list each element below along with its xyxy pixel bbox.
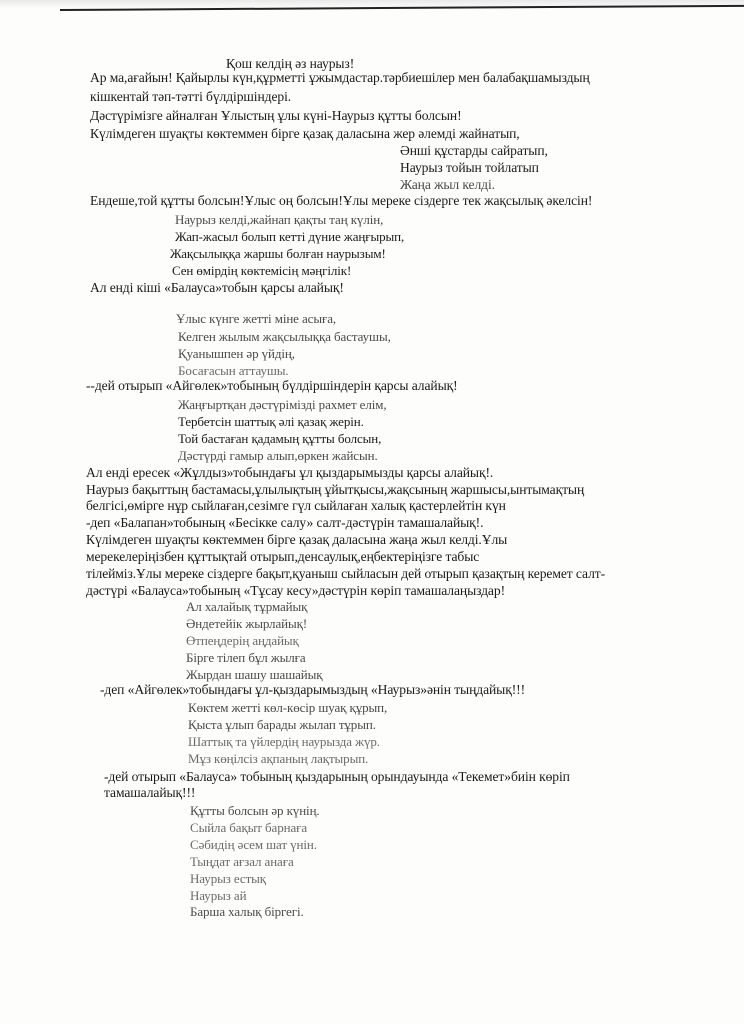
poem-line: Келген жылым жақсылыққа бастаушы, bbox=[178, 329, 391, 344]
poem-line: Сен өмірдің көктемісің мәңгілік! bbox=[172, 263, 352, 278]
text-line: Күлімдеген шуақты көктеммен бірге қазақ даласына жер әлемді жайнатып, bbox=[90, 126, 520, 141]
poem-line: Той бастаған қадамың құтты болсын, bbox=[178, 431, 382, 446]
poem-line: Наурыз ай bbox=[190, 888, 247, 903]
poem-line: Наурыз келді,жайнап қақты таң күлін, bbox=[175, 212, 384, 227]
poem-line: Сәбидің әсем шат үнін. bbox=[190, 837, 317, 852]
poem-line: Өтпеңдерің аңдайық bbox=[186, 633, 299, 648]
poem-line: Дәстүрді гамыр алып,өркен жайсын. bbox=[178, 448, 378, 463]
poem-line: Қыста ұлып барады жылап тұрып. bbox=[188, 717, 376, 732]
text-line: -деп «Айгөлек»тобындағы ұл-қыздарымыздың «Наурыз»әнін тыңдайық!!! bbox=[100, 682, 526, 697]
poem-line: Ал халайық тұрмайық bbox=[186, 599, 308, 614]
text-line: тілейміз.Ұлы мереке сіздерге бақыт,қуаныш сыйласын дей отырып қазақтың керемет салт- bbox=[86, 566, 606, 581]
text-line: Ендеше,той құтты болсын!Ұлыс оң болсын!Ұлы мереке сіздерге тек жақсылық әкелсін! bbox=[90, 193, 593, 208]
text-line: Жаңа жыл келді. bbox=[400, 177, 495, 192]
text-line: кішкентай тәп-тәтті бүлдіршіндері. bbox=[90, 89, 292, 104]
document-title: Қош келдің әз наурыз! bbox=[226, 56, 355, 71]
poem-line: Әндетейік жырлайық! bbox=[186, 616, 308, 631]
text-line: Ал енді ересек «Жұлдыз»тобындағы ұл қыздарымызды қарсы алайық!. bbox=[86, 465, 494, 480]
text-line: -деп «Балапан»тобының «Бесікке салу» салт-дәстүрін тамашалайық!. bbox=[86, 515, 484, 530]
text-line: мерекелеріңізбен құттықтай отырып,денсаулық,еңбектеріңізге табыс bbox=[86, 549, 480, 564]
poem-line: Наурыз естық bbox=[190, 871, 267, 886]
poem-line: Босағасын аттаушы. bbox=[178, 363, 289, 378]
text-line: дәстүрі «Балауса»тобының «Тұсау кесу»дәстүрін көріп тамашалаңыздар! bbox=[86, 583, 505, 598]
text-line: Әнші құстарды сайратып, bbox=[400, 143, 548, 158]
poem-line: Жаңғыртқан дәстүрімізді рахмет елім, bbox=[178, 397, 387, 412]
text-line: Күлімдеген шуақты көктеммен бірге қазақ даласына жаңа жыл келді.Ұлы bbox=[86, 532, 508, 547]
text-line: Ар ма,ағайын! Қайырлы күн,құрметті ұжымдастар.тәрбиешілер мен балабақшамыздың bbox=[90, 70, 590, 85]
poem-line: Шаттық та үйлердің наурызда жүр. bbox=[188, 734, 380, 749]
text-line: --дей отырып «Айгөлек»тобының бүлдіршіндерін қарсы алайық! bbox=[86, 378, 458, 393]
poem-line: Қуанышпен әр үйдің, bbox=[178, 346, 295, 361]
poem-line: Тыңдат ағзал анаға bbox=[190, 854, 294, 869]
poem-line: Мұз көңілсіз ақпаның лақтырып. bbox=[188, 751, 369, 766]
poem-line: Бірге тілеп бұл жылға bbox=[186, 650, 306, 665]
text-line: Дәстүрімізге айналған Ұлыстың ұлы күні-Наурыз құтты болсын! bbox=[90, 108, 462, 123]
poem-line: Құтты болсын әр күнің. bbox=[190, 803, 320, 818]
text-line: Наурыз тойын тойлатып bbox=[400, 160, 539, 175]
text-line: Наурыз бақыттың бастамасы,ұлылықтың ұйытқысы,жақсының жаршысы,ынтымақтың bbox=[86, 482, 585, 497]
poem-line: Сыйла бақыт барнаға bbox=[190, 820, 308, 835]
poem-line: Жырдан шашу шашайық bbox=[186, 667, 323, 682]
poem-line: Барша халық біргегі. bbox=[190, 904, 304, 919]
text-line: Ал енді кіші «Балауса»тобын қарсы алайық! bbox=[90, 280, 344, 295]
text-line: -дей отырып «Балауса» тобының қыздарының орындауында «Текемет»биін көріп bbox=[104, 769, 570, 784]
poem-line: Ұлыс күнге жетті міне асыға, bbox=[176, 311, 337, 326]
poem-line: Көктем жетті көл-көсір шуақ құрып, bbox=[188, 700, 388, 715]
text-line: белгісі,өмірге нұр сыйлаған,сезімге гүл сыйлаған халық қастерлейтін күн bbox=[86, 498, 506, 513]
text-line: тамашалайық!!! bbox=[104, 785, 196, 800]
poem-line: Жақсылыққа жаршы болған наурызым! bbox=[170, 246, 386, 261]
poem-line: Жап-жасыл болып кетті дүние жаңғырып, bbox=[175, 229, 405, 244]
poem-line: Тербетсін шаттық әлі қазақ жерін. bbox=[178, 414, 364, 429]
